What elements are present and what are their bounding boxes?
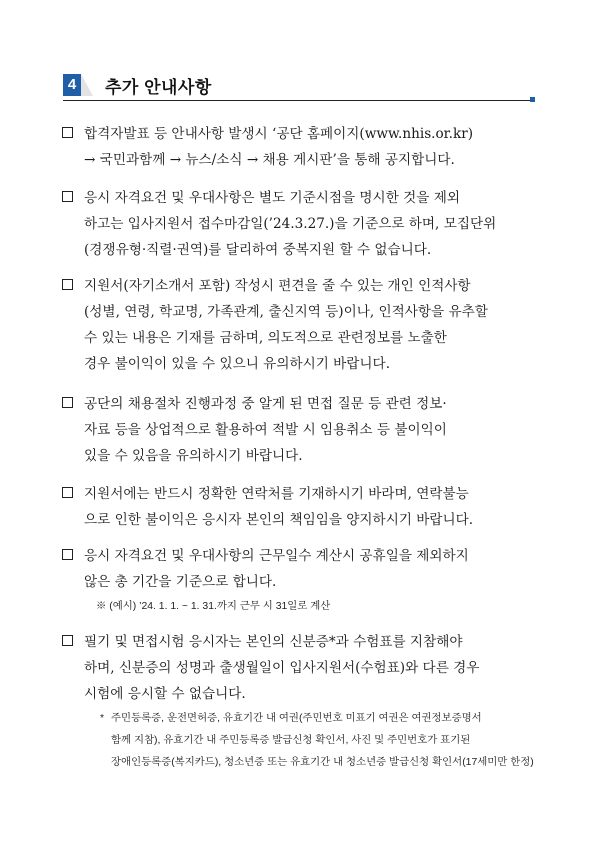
notice-line: 으로 인한 불이익은 응시자 본인의 책임임을 양지하시기 바랍니다. [84,512,474,528]
notice-line: 하며, 신분증의 성명과 출생월일이 입사지원서(수험표)와 다른 경우 [84,660,480,676]
section-header [63,72,535,102]
section-number-decoration [81,74,93,96]
notice-line: 하고는 입사지원서 접수마감일(’24.3.27.)을 기준으로 하며, 모집단위 [84,216,497,232]
notice-line: (경쟁유형·직렬·권역)를 달리하여 중복지원 할 수 없습니다. [84,242,432,258]
notice-line: 필기 및 면접시험 응시자는 본인의 신분증*과 수험표를 지참해야 [84,634,463,650]
notice-line: (성별, 연령, 학교명, 가족관계, 출신지역 등)이나, 인적사항을 유추할 [84,304,488,320]
id-note-line: 장애인등록증(복지카드), 청소년증 또는 유효기간 내 청소년증 발급신청 확인서(17세미만 한정) [111,757,534,768]
notice-line: 않은 총 기간을 기준으로 합니다. [84,574,277,590]
notice-line: 지원서(자기소개서 포함) 작성시 편견을 줄 수 있는 개인 인적사항 [84,278,471,294]
notice-line: → 국민과함께 → 뉴스/소식 → 채용 게시판’을 통해 공지합니다. [84,152,455,168]
id-note-marker: * [100,713,105,724]
checkbox-bullet-icon [62,397,73,408]
checkbox-bullet-icon [62,549,73,560]
notice-line: 있을 수 있음을 유의하시기 바랍니다. [84,448,303,464]
notice-line: 응시 자격요건 및 우대사항의 근무일수 계산시 공휴일을 제외하지 [84,548,469,564]
notice-line: 수 있는 내용은 기재를 금하며, 의도적으로 관련정보를 노출한 [84,330,447,346]
header-divider [63,100,535,101]
checkbox-bullet-icon [62,635,73,646]
checkbox-bullet-icon [62,487,73,498]
notice-line: 경우 불이익이 있을 수 있으니 유의하시기 바랍니다. [84,356,391,372]
notice-line: 시험에 응시할 수 없습니다. [84,686,246,702]
header-divider-end-mark [530,97,535,102]
checkbox-bullet-icon [62,191,73,202]
section-number: 4 [63,74,81,96]
notice-line: 자료 등을 상업적으로 활용하여 적발 시 임용취소 등 불이익이 [84,422,447,438]
notice-line: 공단의 채용절차 진행과정 중 알게 된 면접 질문 등 관련 정보· [84,396,447,412]
checkbox-bullet-icon [62,279,73,290]
checkbox-bullet-icon [62,127,73,138]
notice-line: 합격자발표 등 안내사항 발생시 ‘공단 홈페이지(www.nhis.or.kr) [84,126,474,142]
notice-line: 지원서에는 반드시 정확한 연락처를 기재하시기 바라며, 연락불능 [84,486,469,502]
id-note-line: 함께 지참), 유효기간 내 주민등록증 발급신청 확인서, 사진 및 주민번호가 표기된 [111,735,471,746]
example-note: ※ (예시) ’24. 1. 1. ~ 1. 31.까지 근무 시 31일로 계산 [96,601,331,612]
notice-line: 응시 자격요건 및 우대사항은 별도 기준시점을 명시한 것을 제외 [84,190,460,206]
id-note-line: 주민등록증, 운전면허증, 유효기간 내 여권(주민번호 미표기 여권은 여권정보증명서 [111,713,482,724]
section-title: 추가 안내사항 [105,78,212,97]
